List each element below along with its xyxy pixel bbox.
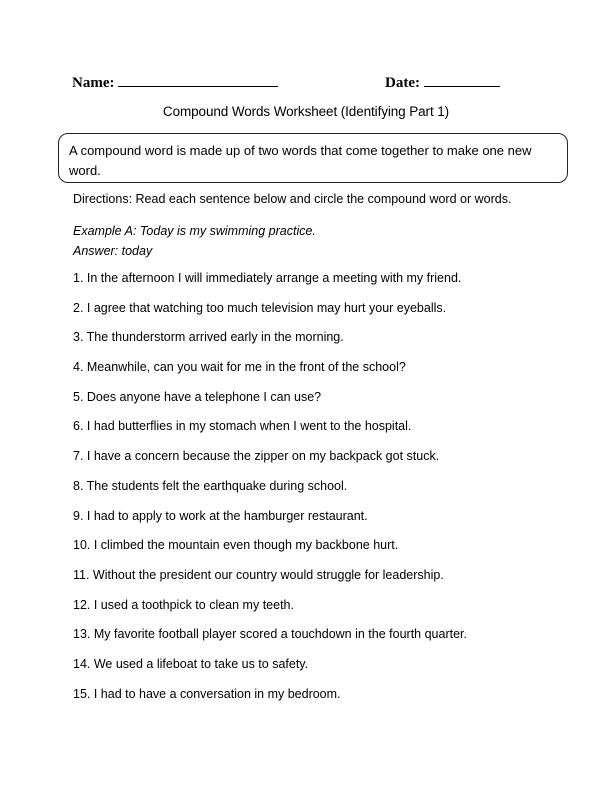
sentence-item: 12. I used a toothpick to clean my teeth. (73, 597, 294, 612)
sentence-item: 5. Does anyone have a telephone I can use? (73, 389, 322, 404)
sentence-item: 11. Without the president our country would struggle for leadership. (73, 567, 444, 582)
worksheet-title: Compound Words Worksheet (Identifying Part 1) (162, 104, 450, 119)
directions-text: Directions: Read each sentence below and circle the compound word or words. (73, 192, 512, 206)
header-row (72, 72, 542, 92)
date-label: Date: (385, 75, 420, 91)
name-blank-line[interactable] (118, 72, 278, 87)
sentence-list (73, 268, 467, 713)
sentence-item: 6. I had butterflies in my stomach when I went to the hospital. (73, 419, 412, 434)
example-block (73, 221, 316, 261)
sentence-item: 7. I have a concern because the zipper on my backpack got stuck. (73, 449, 440, 464)
sentence-item: 10. I climbed the mountain even though my backbone hurt. (73, 538, 399, 553)
sentence-item: 9. I had to apply to work at the hamburger restaurant. (73, 508, 368, 523)
sentence-item: 1. In the afternoon I will immediately arrange a meeting with my friend. (73, 271, 462, 285)
definition-box (58, 133, 568, 183)
name-label: Name: (72, 75, 115, 91)
sentence-item: 3. The thunderstorm arrived early in the morning. (73, 330, 344, 345)
sentence-item: 2. I agree that watching too much television may hurt your eyeballs. (73, 300, 447, 315)
date-field (385, 72, 500, 92)
date-blank-line[interactable] (424, 72, 500, 87)
name-field (72, 72, 278, 92)
sentence-item: 15. I had to have a conversation in my bedroom. (73, 686, 341, 701)
example-sentence: Example A: Today is my swimming practice. (73, 224, 316, 238)
example-answer: Answer: today (73, 244, 153, 258)
sentence-item: 8. The students felt the earthquake during school. (73, 478, 348, 493)
sentence-item: 14. We used a lifeboat to take us to safety. (73, 656, 309, 671)
sentence-item: 13. My favorite football player scored a touchdown in the fourth quarter. (73, 627, 467, 642)
definition-text: A compound word is made up of two words that come together to make one new word. (69, 143, 532, 178)
sentence-item: 4. Meanwhile, can you wait for me in the front of the school? (73, 360, 406, 375)
